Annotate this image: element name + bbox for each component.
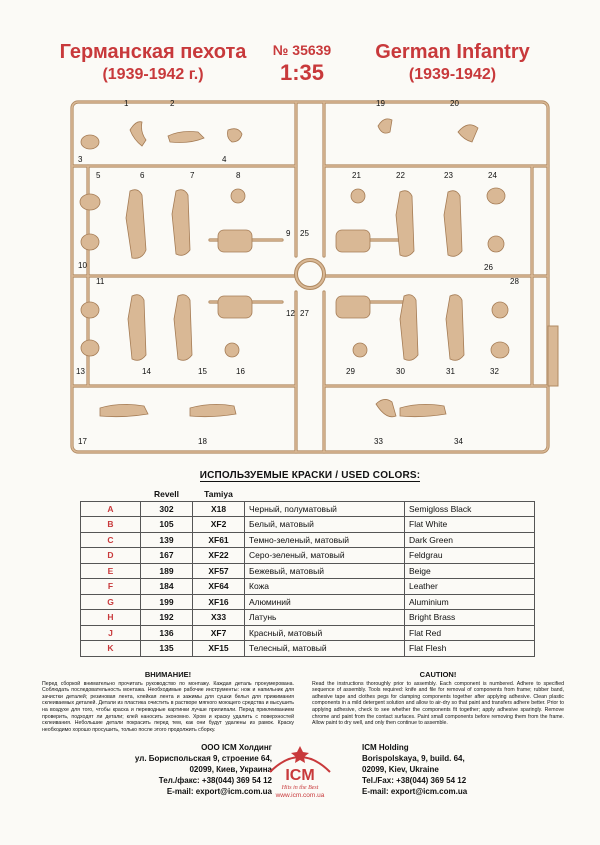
part-number: 25 <box>300 229 309 238</box>
color-en: Feldgrau <box>405 548 535 564</box>
color-revell: 105 <box>141 517 193 533</box>
kit-info <box>262 40 342 86</box>
part-number: 5 <box>96 171 101 180</box>
part-number: 26 <box>484 263 493 272</box>
part-number: 21 <box>352 171 361 180</box>
color-ru: Алюминий <box>245 594 405 610</box>
color-tamiya: XF57 <box>193 563 245 579</box>
city-en: 02099, Kiev, Ukraine <box>362 765 439 774</box>
street-ru: ул. Бориспольская 9, строение 64, <box>134 754 272 763</box>
color-row <box>81 594 535 610</box>
color-ru: Телесный, матовый <box>245 641 405 657</box>
color-tamiya: XF7 <box>193 625 245 641</box>
warning-ru-text: Перед сборкой внимательно прочитать руководство по монтажу. Каждая деталь пронумерована. Соблюдать последовательность монтажа. Необходимые рабочие инструменты: нож и напильник для зачистки деталей; резиновая лента, клейкая лента и зажимы для сушки белья для прижимания склеиваемых деталей. Детали из пластика очистить в растворе мягкого моющего средства и высушить на воздухе для того, чтобы краска и переводные картинки лучше прилипали. Перед приклеиванием проверить, подходят ли детали; клей наносить экономно. Хром и краску удалить с поверхностей склеивания. Небольшие детали покрасить перед тем, как они будут удалены из рамок. Краску необходимо хорошо просушить, только после этого продолжить сборку. <box>42 680 294 733</box>
color-letter: K <box>81 641 141 657</box>
color-ru: Серо-зеленый, матовый <box>245 548 405 564</box>
part-number: 10 <box>78 261 87 270</box>
part-number: 19 <box>376 99 385 108</box>
color-en: Semigloss Black <box>405 501 535 517</box>
color-revell: 199 <box>141 594 193 610</box>
icm-logo-icon <box>260 742 340 792</box>
part-number: 3 <box>78 155 83 164</box>
color-revell: 189 <box>141 563 193 579</box>
color-tamiya: X33 <box>193 610 245 626</box>
color-ru: Кожа <box>245 579 405 595</box>
title-en-block <box>360 40 545 86</box>
color-revell: 302 <box>141 501 193 517</box>
warning-en-text: Read the instructions thoroughly prior to assembly. Each component is numbered. Adhere to specified sequence of assembly. Tools required: knife and file for removal of components from frame; rubber band, adhesive tape and clothes pegs for clamping components together after applying adhesive. Clean plastic components in a mild detergent solution and allow to air-dry so that paint and transfers adhere better. Prior to applying adhesive, check to see whether the components fit together; apply adhesive sparingly. Remove chrome and paint from the contact surfaces. Paint small components before removing them from the frame. Allow paint to dry well, and only then continue to assemble. <box>312 680 564 727</box>
color-tamiya: XF16 <box>193 594 245 610</box>
part-number: 17 <box>78 437 87 446</box>
part-number: 31 <box>446 367 455 376</box>
color-letter: E <box>81 563 141 579</box>
warning-en <box>312 672 564 727</box>
logo-slogan: Hits in the Best <box>281 785 319 791</box>
part-number: 6 <box>140 171 145 180</box>
title-ru: Германская пехота <box>59 41 247 63</box>
color-tamiya: XF15 <box>193 641 245 657</box>
part-number: 33 <box>374 437 383 446</box>
part-number: 23 <box>444 171 453 180</box>
address-en <box>362 742 542 797</box>
part-number: 29 <box>346 367 355 376</box>
part-number: 18 <box>198 437 207 446</box>
color-en: Aluminium <box>405 594 535 610</box>
years-ru: (1939-1942 г.) <box>102 66 204 83</box>
color-ru: Черный, полуматовый <box>245 501 405 517</box>
color-en: Flat Flesh <box>405 641 535 657</box>
color-tamiya: XF61 <box>193 532 245 548</box>
color-row <box>81 548 535 564</box>
color-revell: 135 <box>141 641 193 657</box>
part-number: 14 <box>142 367 151 376</box>
part-number: 13 <box>76 367 85 376</box>
part-number: 32 <box>490 367 499 376</box>
color-en: Flat Red <box>405 625 535 641</box>
color-row <box>81 501 535 517</box>
part-number: 22 <box>396 171 405 180</box>
color-letter: G <box>81 594 141 610</box>
company-ru: ООО ICM Холдинг <box>201 743 272 752</box>
part-number: 4 <box>222 155 227 164</box>
part-number: 1 <box>124 99 129 108</box>
part-number: 20 <box>450 99 459 108</box>
address-ru <box>92 742 272 797</box>
scale: 1:35 <box>279 60 325 85</box>
colors-table <box>80 488 535 657</box>
sprue-diagram <box>60 96 560 456</box>
color-en: Dark Green <box>405 532 535 548</box>
color-row <box>81 625 535 641</box>
part-number: 27 <box>300 309 309 318</box>
part-number: 24 <box>488 171 497 180</box>
color-letter: C <box>81 532 141 548</box>
company-en: ICM Holding <box>362 743 409 752</box>
color-revell: 136 <box>141 625 193 641</box>
part-number: 28 <box>510 277 519 286</box>
website-url: www.icm.com.ua <box>275 792 325 799</box>
part-number: 7 <box>190 171 195 180</box>
colors-table-header <box>81 488 535 501</box>
color-en: Leather <box>405 579 535 595</box>
part-number: 8 <box>236 171 241 180</box>
warning-ru <box>42 672 294 733</box>
color-en: Bright Brass <box>405 610 535 626</box>
color-row <box>81 532 535 548</box>
email-ru: E-mail: export@icm.com.ua <box>166 787 272 796</box>
color-letter: B <box>81 517 141 533</box>
warning-ru-title: ВНИМАНИЕ! <box>144 670 192 679</box>
part-number: 9 <box>286 229 291 238</box>
phone-en: Tel./Fax: +38(044) 369 54 12 <box>362 776 467 785</box>
part-number: 12 <box>286 309 295 318</box>
header-revell: Revell <box>153 489 180 500</box>
color-letter: F <box>81 579 141 595</box>
color-revell: 192 <box>141 610 193 626</box>
color-row <box>81 563 535 579</box>
color-revell: 167 <box>141 548 193 564</box>
color-tamiya: XF64 <box>193 579 245 595</box>
phone-ru: Тел./факс: +38(044) 369 54 12 <box>158 776 272 785</box>
title-en: German Infantry <box>375 41 530 63</box>
part-number: 30 <box>396 367 405 376</box>
color-tamiya: XF2 <box>193 517 245 533</box>
warning-en-title: CAUTION! <box>419 670 457 679</box>
years-en: (1939-1942) <box>408 66 497 83</box>
color-revell: 184 <box>141 579 193 595</box>
part-number: 15 <box>198 367 207 376</box>
color-en: Flat White <box>405 517 535 533</box>
color-row <box>81 610 535 626</box>
part-number: 34 <box>454 437 463 446</box>
color-ru: Красный, матовый <box>245 625 405 641</box>
title-ru-block <box>58 40 248 86</box>
header-tamiya: Tamiya <box>204 489 233 500</box>
color-letter: A <box>81 501 141 517</box>
color-ru: Бежевый, матовый <box>245 563 405 579</box>
color-tamiya: XF22 <box>193 548 245 564</box>
email-en: E-mail: export@icm.com.ua <box>362 787 468 796</box>
colors-title: ИСПОЛЬЗУЕМЫЕ КРАСКИ / USED COLORS: <box>199 470 421 481</box>
color-en: Beige <box>405 563 535 579</box>
part-number: 2 <box>170 99 175 108</box>
part-number: 16 <box>236 367 245 376</box>
color-row <box>81 517 535 533</box>
color-letter: J <box>81 625 141 641</box>
part-number: 11 <box>96 277 105 286</box>
color-revell: 139 <box>141 532 193 548</box>
color-letter: D <box>81 548 141 564</box>
color-row <box>81 641 535 657</box>
street-en: Borispolskaya, 9, build. 64, <box>362 754 465 763</box>
logo-text: ICM <box>285 767 315 784</box>
color-ru: Белый, матовый <box>245 517 405 533</box>
kit-number: № 35639 <box>272 42 332 58</box>
color-row <box>81 579 535 595</box>
color-letter: H <box>81 610 141 626</box>
city-ru: 02099, Киев, Украина <box>189 765 272 774</box>
color-ru: Темно-зеленый, матовый <box>245 532 405 548</box>
color-tamiya: X18 <box>193 501 245 517</box>
color-ru: Латунь <box>245 610 405 626</box>
